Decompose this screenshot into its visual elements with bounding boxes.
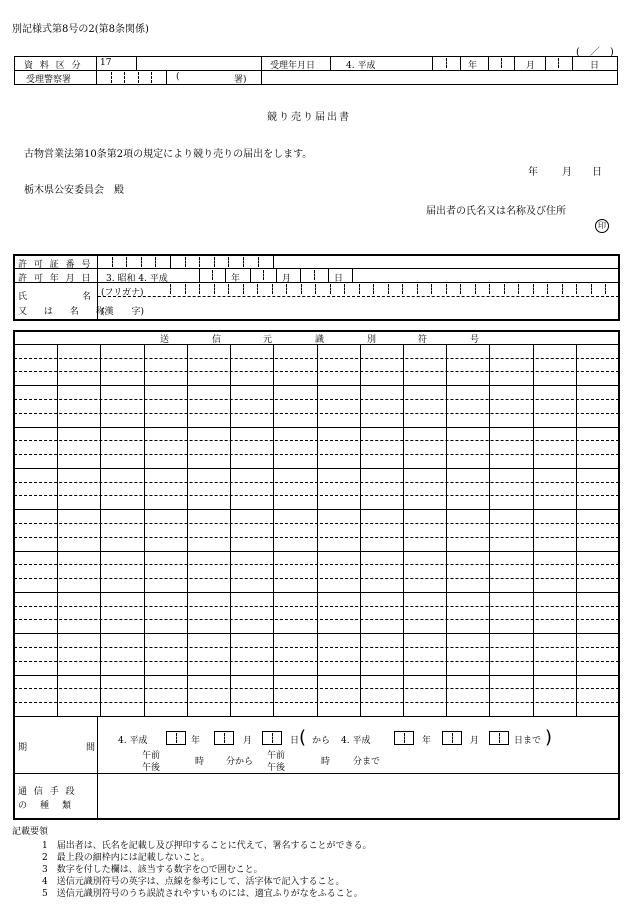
transmitter-heading-char: 識: [315, 335, 325, 345]
applicant-label: 届出者の氏名又は名称及び住所: [426, 206, 566, 217]
document-title: 競り売り届出書: [267, 112, 351, 123]
grid-guide-line: [14, 440, 619, 441]
name-label-1: 氏: [18, 292, 28, 302]
transmitter-heading-char: 元: [263, 335, 273, 345]
gogo-1: 午後: [142, 763, 161, 773]
date-hi: 日: [592, 167, 602, 178]
furigana-tick: [576, 284, 577, 294]
furigana-tick: [315, 284, 316, 294]
grid-guide-line: [14, 606, 619, 607]
license-era-options: 3. 昭和 4. 平成: [106, 274, 168, 284]
furigana-label: (フリガナ): [101, 288, 144, 298]
grid-guide-line: [14, 702, 619, 703]
to-nen: 年: [422, 736, 432, 746]
to-year-box[interactable]: [394, 731, 414, 745]
furigana-tick: [301, 284, 302, 294]
furigana-tick: [214, 284, 215, 294]
notes-heading: 記載要領: [12, 827, 49, 837]
license-hi: 日: [334, 274, 344, 284]
grid-guide-line: [14, 371, 619, 372]
note-item: 1 届出者は、氏名を記載し及び押印することに代えて、署名することができる。: [42, 841, 372, 851]
furigana-tick: [591, 284, 592, 294]
grid-guide-line: [14, 564, 619, 565]
note-item: 4 送信元識別符号の英字は、点線を参考にして、活字体で記入すること。: [42, 877, 345, 887]
grid-row-line: [14, 675, 619, 676]
addressee: 栃木県公安委員会 殿: [24, 185, 124, 196]
from-tsuki: 月: [243, 736, 253, 746]
grid-row-line: [14, 427, 619, 428]
furigana-tick: [388, 284, 389, 294]
ji-2: 時: [321, 757, 331, 767]
license-nen: 年: [231, 274, 241, 284]
grid-row-line: [14, 509, 619, 510]
to-month-box[interactable]: [442, 731, 462, 745]
furigana-tick: [547, 284, 548, 294]
furigana-tick: [605, 284, 606, 294]
grid-guide-line: [14, 454, 619, 455]
police-paren-open: (: [176, 72, 180, 82]
gozen-2: 午前: [267, 751, 286, 761]
grid-guide-line: [14, 482, 619, 483]
statement: 古物営業法第10条第2項の規定により競り売りの届出をします。: [24, 149, 313, 160]
grid-guide-line: [14, 537, 619, 538]
furigana-tick: [243, 284, 244, 294]
transmitter-heading-char: 符: [418, 335, 428, 345]
comm-label-2: の 種 類: [18, 801, 74, 811]
note-item: 3 数字を付した欄は、該当する数字を○で囲むこと。: [42, 865, 263, 875]
grid-guide-line: [14, 578, 619, 579]
siryo-value: 17: [100, 58, 112, 68]
transmitter-heading-char: 送: [160, 335, 170, 345]
license-number-label: 許 可 証 番 号: [18, 260, 93, 270]
furigana-tick: [431, 284, 432, 294]
transmitter-heading-char: 信: [212, 335, 222, 345]
note-item: 2 最上段の細枠内には記載しないこと。: [42, 853, 210, 863]
grid-row-line: [14, 551, 619, 552]
furigana-tick: [272, 284, 273, 294]
to-tsuki: 月: [470, 736, 480, 746]
grid-guide-line: [14, 413, 619, 414]
furigana-tick: [504, 284, 505, 294]
siryo-label: 資 料 区 分: [24, 61, 83, 71]
grid-guide-line: [14, 358, 619, 359]
furigana-tick: [518, 284, 519, 294]
gogo-2: 午後: [267, 763, 286, 773]
bracket-close: ): [545, 727, 553, 748]
furigana-tick: [489, 284, 490, 294]
date-nen: 年: [528, 167, 538, 178]
furigana-tick: [417, 284, 418, 294]
grid-guide-line: [14, 619, 619, 620]
seal-mark: 印: [595, 219, 609, 233]
furigana-tick: [359, 284, 360, 294]
grid-guide-line: [14, 523, 619, 524]
name-label-1b: 名: [82, 292, 92, 302]
gozen-1: 午前: [142, 751, 161, 761]
transmitter-heading-char: 号: [470, 335, 480, 345]
police-suffix: 署): [234, 75, 247, 85]
from-day-box[interactable]: [262, 731, 282, 745]
fun-made: 分まで: [353, 757, 381, 767]
to-day-box[interactable]: [489, 731, 509, 745]
furigana-tick: [199, 284, 200, 294]
period-label-1: 期: [18, 743, 28, 753]
grid-guide-line: [14, 688, 619, 689]
grid-guide-line: [14, 495, 619, 496]
grid-guide-line: [14, 661, 619, 662]
fun-kara: 分から: [226, 757, 254, 767]
from-hi: 日: [290, 736, 300, 746]
note-item: 5 送信元識別符号のうち誤読されやすいものには、適宜ふりがなをふること。: [42, 889, 363, 899]
grid-guide-line: [14, 647, 619, 648]
furigana-tick: [475, 284, 476, 294]
license-tsuki: 月: [282, 274, 292, 284]
furigana-tick: [228, 284, 229, 294]
kanji-label: (漢 字): [101, 307, 145, 317]
grid-row-line: [14, 633, 619, 634]
furigana-tick: [562, 284, 563, 294]
grid-guide-line: [14, 399, 619, 400]
furigana-tick: [533, 284, 534, 294]
license-date-label: 許 可 年 月 日: [18, 274, 93, 284]
comm-label-1: 通 信 手 段: [18, 787, 77, 797]
transmitter-heading-char: 別: [367, 335, 377, 345]
furigana-tick: [460, 284, 461, 294]
kara: から: [312, 736, 331, 746]
form-reference: 別記様式第8号の2(第8条関係): [12, 24, 149, 35]
police-label: 受理警察署: [26, 75, 72, 85]
juri-tsuki: 月: [526, 61, 536, 71]
furigana-tick: [402, 284, 403, 294]
date-tsuki: 月: [562, 167, 572, 178]
furigana-tick: [330, 284, 331, 294]
grid-row-line: [14, 468, 619, 469]
furigana-tick: [286, 284, 287, 294]
ji-1: 時: [195, 757, 205, 767]
grid-row-line: [14, 385, 619, 386]
furigana-tick: [185, 284, 186, 294]
juri-nen: 年: [468, 61, 478, 71]
furigana-tick: [446, 284, 447, 294]
juri-hi: 日: [590, 61, 600, 71]
juri-date-label: 受理年月日: [270, 61, 316, 71]
page-counter: ( ／ ): [576, 47, 614, 58]
from-nen: 年: [191, 736, 201, 746]
period-era-to: 4. 平成: [341, 736, 371, 746]
name-label-2: 又 は 名 称: [18, 307, 112, 317]
furigana-tick: [170, 284, 171, 294]
bracket-open: (: [299, 727, 307, 748]
furigana-tick: [373, 284, 374, 294]
juri-era: 4. 平成: [346, 61, 376, 71]
from-year-box[interactable]: [166, 731, 186, 745]
made: 日まで: [514, 736, 542, 746]
period-label-2: 間: [86, 743, 96, 753]
grid-row-line: [14, 592, 619, 593]
furigana-tick: [257, 284, 258, 294]
furigana-tick: [344, 284, 345, 294]
period-era-from: 4. 平成: [118, 736, 148, 746]
from-month-box[interactable]: [214, 731, 234, 745]
